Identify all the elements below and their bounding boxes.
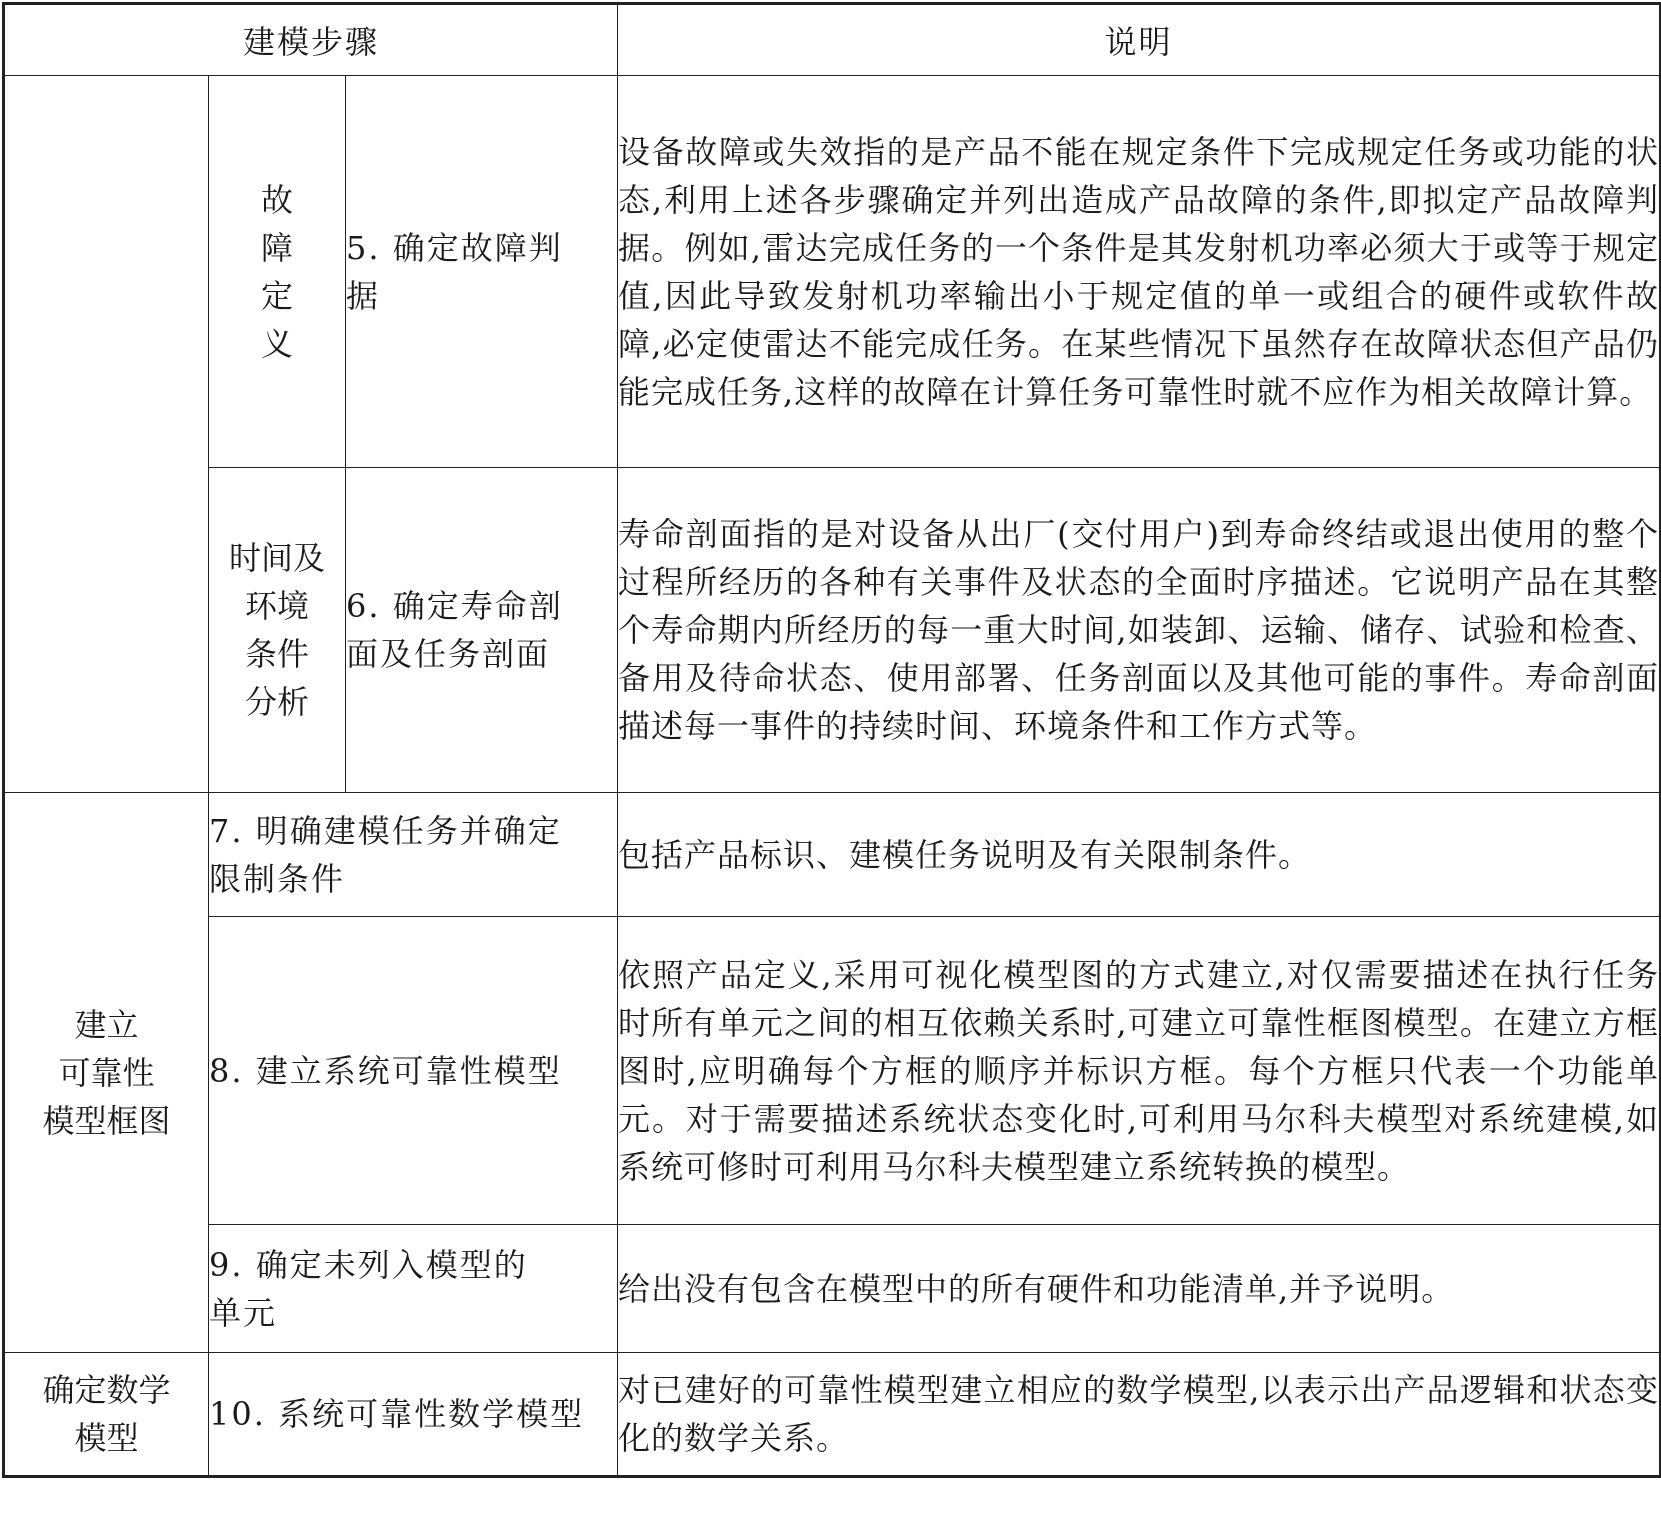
table-row [4, 1225, 1661, 1353]
modeling-steps-table [2, 2, 1661, 1478]
header-steps: 建模步骤 [4, 4, 618, 76]
description-7: 包括产品标识、建模任务说明及有关限制条件。 [618, 793, 1661, 917]
step-6 [346, 468, 618, 793]
category-line: 时间及 [228, 539, 325, 577]
group-line: 确定数学 [42, 1371, 171, 1409]
group-cell-empty [4, 76, 209, 793]
step-line: 据 [346, 276, 381, 315]
description-10: 对已建好的可靠性模型建立相应的数学模型,以表示出产品逻辑和状态变化的数学关系。 [618, 1353, 1661, 1477]
group-line: 可靠性 [58, 1053, 155, 1092]
group-line: 建立 [74, 1005, 139, 1044]
table-row [4, 468, 1661, 793]
category-char: 义 [260, 324, 293, 363]
category-time-environment [209, 468, 346, 793]
category-line: 条件 [244, 635, 309, 673]
group-line: 模型框图 [42, 1101, 171, 1140]
step-line: 6. 确定寿命剖 [346, 587, 563, 625]
header-description: 说明 [618, 4, 1661, 76]
step-9 [209, 1225, 618, 1353]
group-reliability-block-diagram [4, 793, 209, 1353]
category-line: 环境 [244, 587, 309, 625]
category-char: 定 [260, 276, 293, 315]
step-line: 7. 明确建模任务并确定 [209, 811, 562, 850]
description-9: 给出没有包含在模型中的所有硬件和功能清单,并予说明。 [618, 1225, 1661, 1353]
group-math-model [4, 1353, 209, 1477]
step-line: 5. 确定故障判 [346, 228, 563, 267]
step-5 [346, 76, 618, 468]
step-line: 9. 确定未列入模型的 [209, 1245, 528, 1284]
step-line: 单元 [209, 1293, 278, 1332]
category-line: 分析 [244, 683, 309, 721]
category-fault-definition [209, 76, 346, 468]
group-line: 模型 [74, 1419, 139, 1457]
step-line: 限制条件 [209, 859, 346, 898]
step-line: 面及任务剖面 [346, 635, 551, 673]
step-7 [209, 793, 618, 917]
table-row [4, 793, 1661, 917]
description-8: 依照产品定义,采用可视化模型图的方式建立,对仅需要描述在执行任务时所有单元之间的相互依赖关系时,可建立可靠性框图模型。在建立方框图时,应明确每个方框的顺序并标识方框。每个方框只代表一个功能单元。对于需要描述系统状态变化时,可利用马尔科夫模型对系统建模,如系统可修时可利用马尔科夫模型建立系统转换的模型。 [618, 917, 1661, 1225]
category-char: 故 [260, 180, 293, 219]
step-10: 10. 系统可靠性数学模型 [209, 1353, 618, 1477]
step-8: 8. 建立系统可靠性模型 [209, 917, 618, 1225]
description-6: 寿命剖面指的是对设备从出厂(交付用户)到寿命终结或退出使用的整个过程所经历的各种有关事件及状态的全面时序描述。它说明产品在其整个寿命期内所经历的每一重大时间,如装卸、运输、储存、试验和检查、备用及待命状态、使用部署、任务剖面以及其他可能的事件。寿命剖面描述每一事件的持续时间、环境条件和工作方式等。 [618, 468, 1661, 793]
category-char: 障 [260, 228, 293, 267]
description-5: 设备故障或失效指的是产品不能在规定条件下完成规定任务或功能的状态,利用上述各步骤确定并列出造成产品故障的条件,即拟定产品故障判据。例如,雷达完成任务的一个条件是其发射机功率必须大于或等于规定值,因此导致发射机功率输出小于规定值的单一或组合的硬件或软件故障,必定使雷达不能完成任务。在某些情况下虽然存在故障状态但产品仍能完成任务,这样的故障在计算任务可靠性时就不应作为相关故障计算。 [618, 76, 1661, 468]
table-row [4, 76, 1661, 468]
table-row [4, 917, 1661, 1225]
table-header-row [4, 4, 1661, 76]
table-row [4, 1353, 1661, 1477]
